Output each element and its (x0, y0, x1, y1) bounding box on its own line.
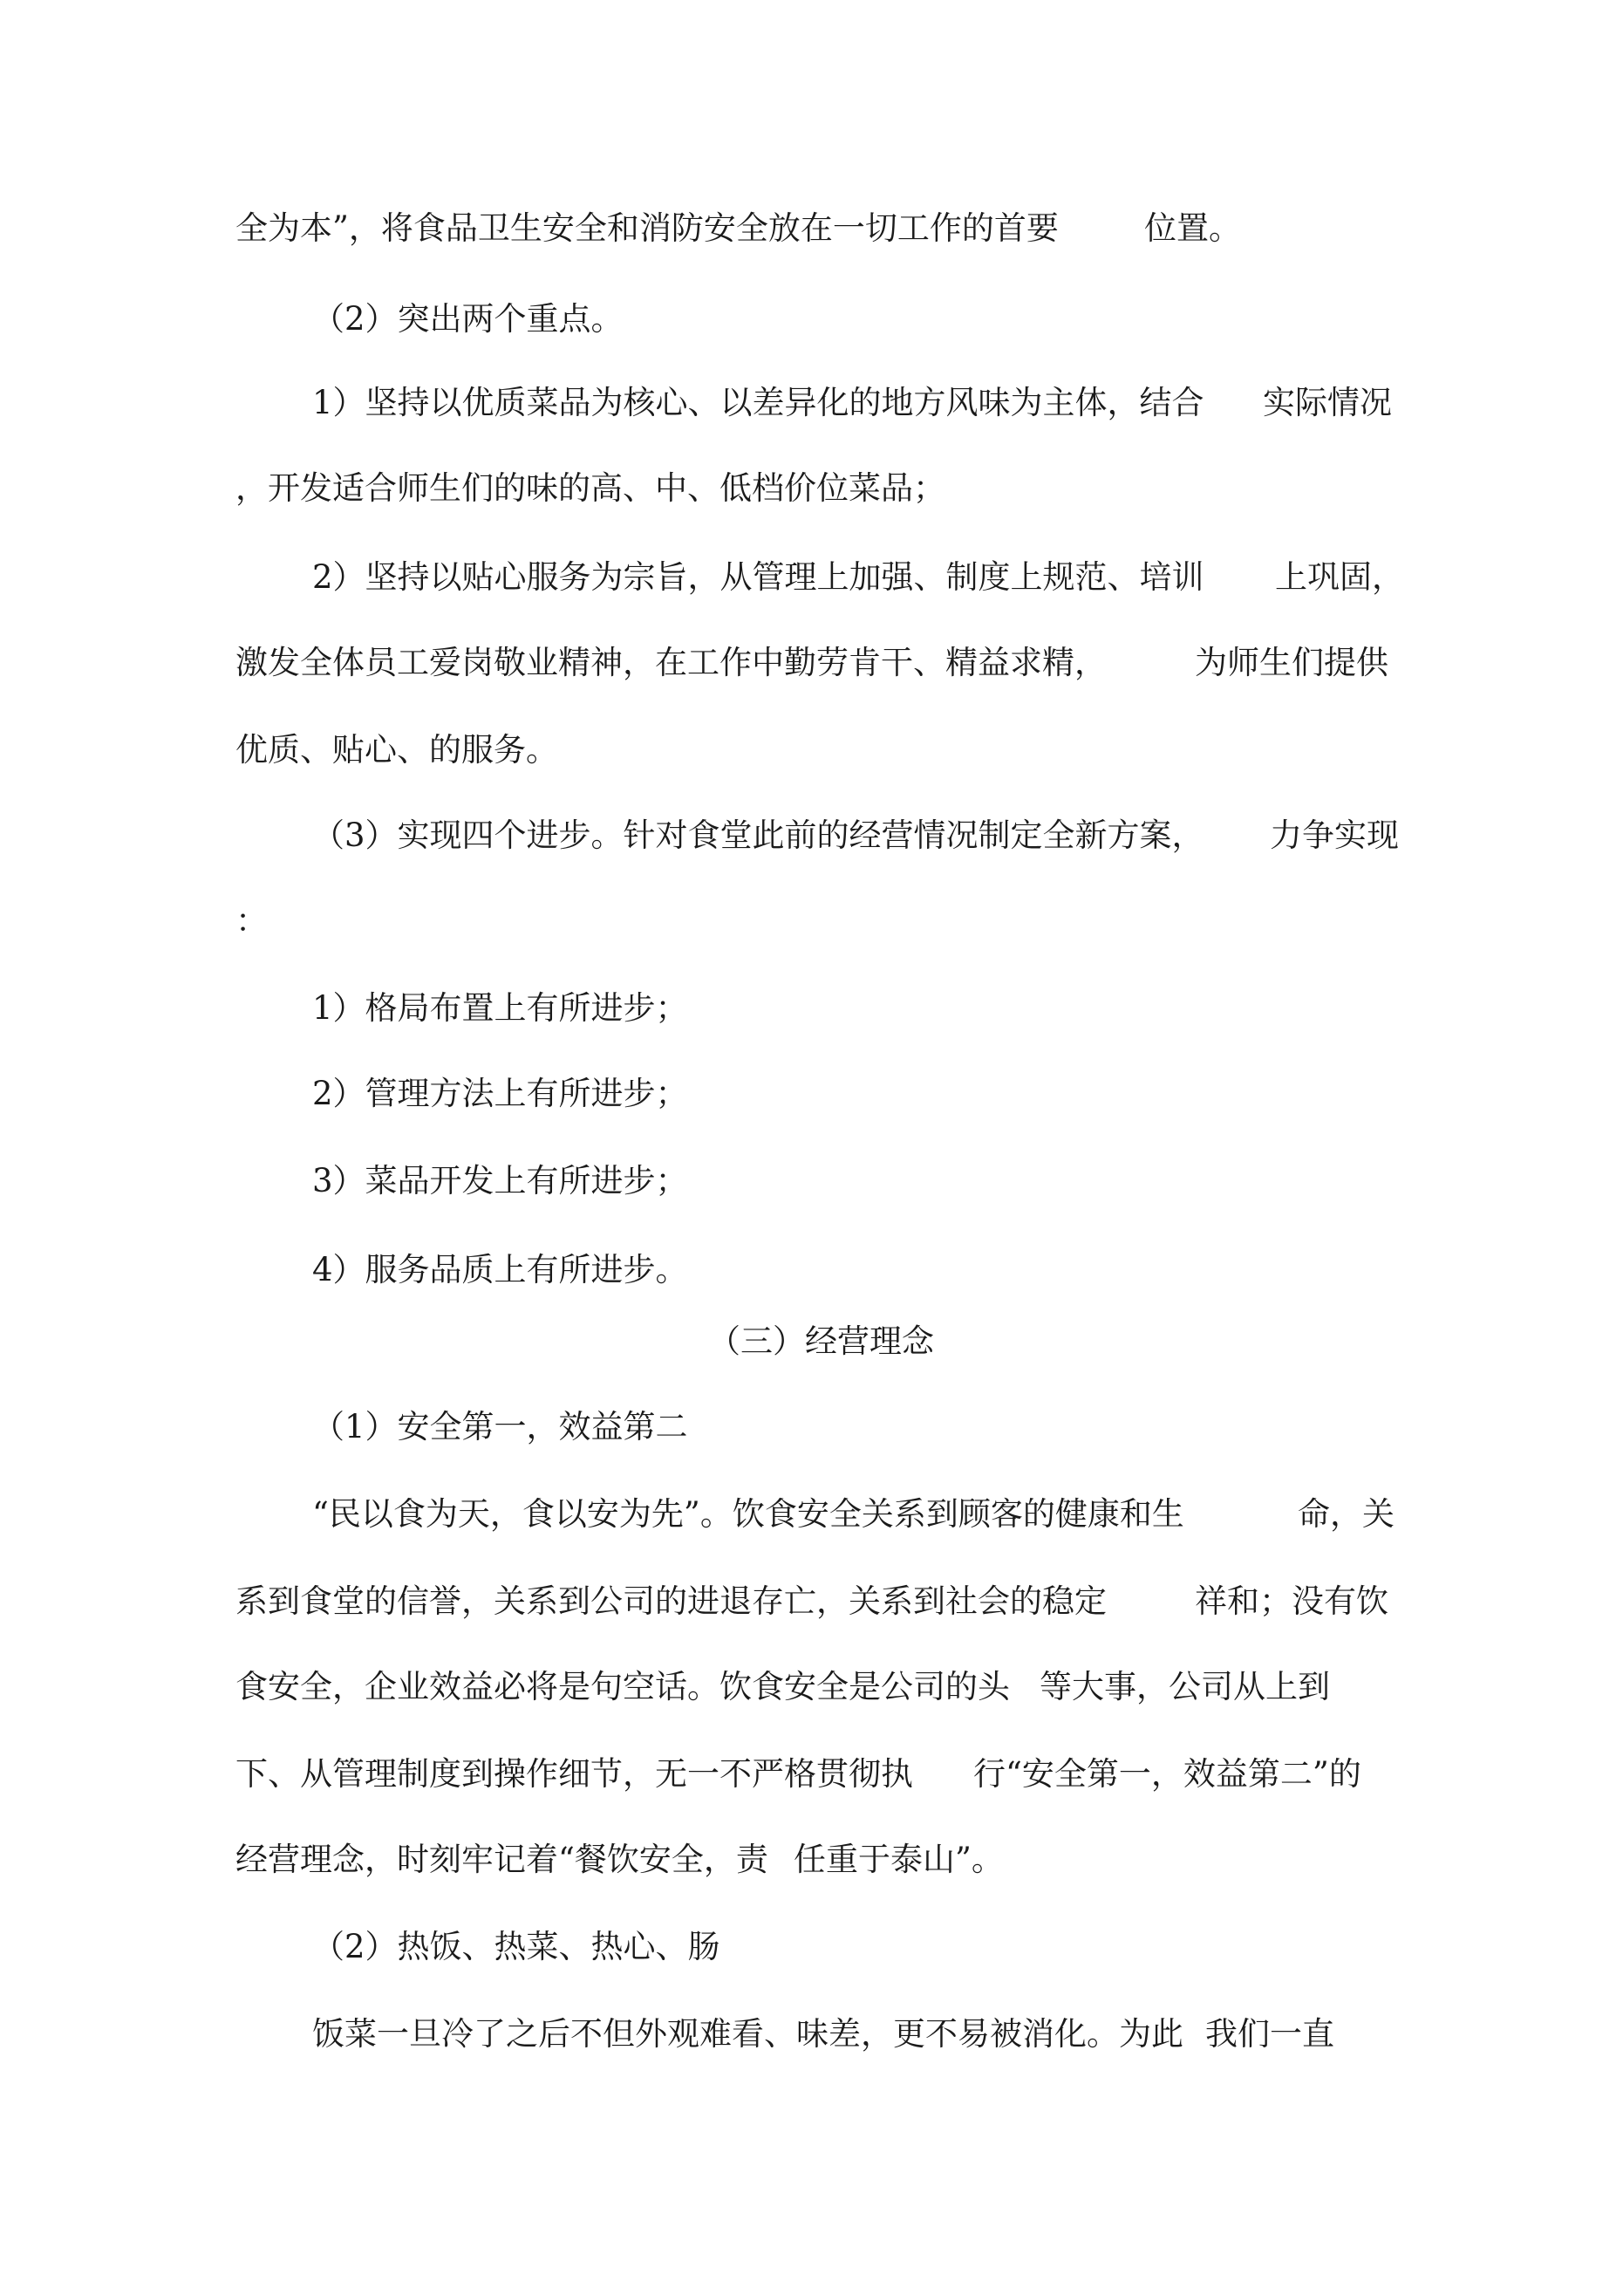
text-segment: 优质、贴心、的服务。 (235, 731, 558, 769)
text-segment: 饭菜一旦冷了之后不但外观难看、味差，更不易被消化。为此 (312, 2015, 1183, 2053)
text-segment: 任重于泰山”。 (794, 1841, 1004, 1878)
text-segment: 实际情况 (1263, 384, 1392, 421)
text-segment: ，开发适合师生们的味的高、中、低档价位菜品； (235, 469, 945, 507)
text-segment: （三）经营理念 (708, 1322, 934, 1360)
text-segment: （2）突出两个重点。 (312, 300, 624, 338)
text-segment: （2）热饭、热菜、热心、肠 (312, 1928, 720, 1965)
text-segment: 1）坚持以优质菜品为核心、以差异化的地方风味为主体，结合 (312, 384, 1204, 421)
text-segment: 食安全，企业效益必将是句空话。饮食安全是公司的头 (235, 1668, 1010, 1705)
text-segment: （1）安全第一，效益第二 (312, 1408, 688, 1445)
text-segment: 2）管理方法上有所进步； (312, 1075, 688, 1112)
text-segment: 全为本”，将食品卫生安全和消防安全放在一切工作的首要 (235, 209, 1059, 247)
text-segment: 1）格局布置上有所进步； (312, 989, 688, 1027)
text-segment: 为师生们提供 (1195, 644, 1388, 681)
text-segment: 命，关 (1298, 1495, 1395, 1533)
text-segment: （3）实现四个进步。针对食堂此前的经营情况制定全新方案， (312, 817, 1204, 854)
text-segment: “民以食为天，食以安为先”。饮食安全关系到顾客的健康和生 (312, 1495, 1184, 1533)
text-segment: 经营理念，时刻牢记着“餐饮安全，责 (235, 1841, 768, 1878)
text-segment: 行“安全第一，效益第二”的 (973, 1755, 1361, 1793)
text-segment: 4）服务品质上有所进步。 (312, 1251, 688, 1288)
text-segment: 我们一直 (1205, 2015, 1334, 2053)
text-segment: 3）菜品开发上有所进步； (312, 1162, 688, 1199)
text-segment: 祥和；没有饮 (1195, 1582, 1388, 1620)
text-segment: 等大事，公司从上到 (1040, 1668, 1330, 1705)
text-segment: 下、从管理制度到操作细节，无一不严格贯彻执 (235, 1755, 913, 1793)
text-segment: 力争实现 (1270, 817, 1399, 854)
text-segment: 位置。 (1144, 209, 1241, 247)
text-segment: 2）坚持以贴心服务为宗旨，从管理上加强、制度上规范、培训 (312, 558, 1204, 596)
text-segment: 系到食堂的信誉，关系到公司的进退存亡，关系到社会的稳定 (235, 1582, 1107, 1620)
text-segment: 上巩固， (1275, 558, 1404, 596)
text-segment: ： (235, 902, 268, 940)
text-segment: 激发全体员工爱岗敬业精神，在工作中勤劳肯干、精益求精， (235, 644, 1107, 681)
